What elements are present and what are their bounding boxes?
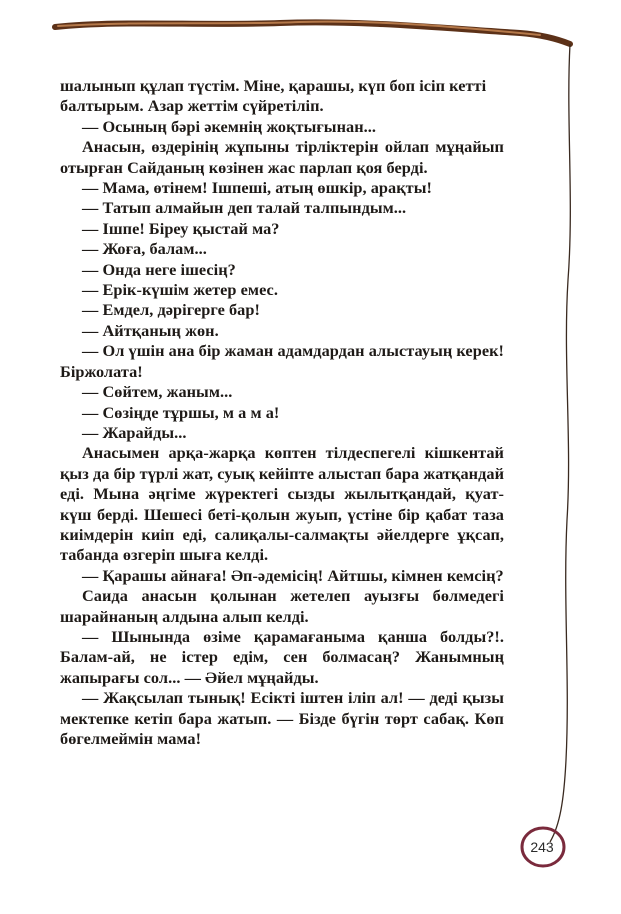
dialogue-line: — Онда неге ішесің? — [82, 259, 236, 279]
dialogue-line: — Шынында өзіме қарамағаныма қанша болды?!. Балам-ай, не істер едім, сен болмасаң? Жанымның жапырағы сол... — Әйел мұңайды. — [60, 626, 504, 687]
dialogue-line: — Сөзіңде тұршы, м а м а! — [82, 402, 280, 422]
dialogue-line: — Емдел, дәрігерге бар! — [82, 300, 260, 320]
dialogue-line: — Ол үшін ана бір жаман адамдардан алыстауың керек! Біржолата! — [60, 341, 504, 381]
paragraph: Саида анасын қолынан жетелеп ауызғы бөлмедегі шарайнаның алдына алып келді. — [60, 586, 504, 626]
text-line: — Осының бәрі әкемнің жоқтығынан... — [82, 116, 376, 136]
dialogue-line: — Ішпе! Біреу қыстай ма? — [82, 218, 280, 238]
dialogue-line: — Ерік-күшім жетер емес. — [82, 280, 278, 300]
dialogue-line: — Сөйтем, жаным... — [82, 382, 233, 402]
dialogue-line: — Жарайды... — [82, 422, 187, 442]
text-line: шалынып құлап түстім. Міне, қарашы, күп боп ісіп кетті — [60, 76, 487, 95]
page-text — [60, 76, 504, 749]
paragraph: Анасымен арқа-жарқа көптен тілдеспегелі кішкентай қыз да бір түрлі жат, суық кейіпте алыстап бара жатқандай еді. Мына әңгіме жүректегі сызды жылытқандай, қуат-күш берді. Шешесі беті-қолын жуып, үстіне бір қабат таза киімдерін киіп еді, салиқалы-салмақты әйелдерге ұқсап, табанда өзгеріп шыға келді. — [60, 443, 504, 565]
dialogue-line: — Мама, өтінем! Ішпеші, атың өшкір, арақты! — [82, 178, 432, 198]
text-line: балтырым. Азар жеттім сүйретіліп. — [60, 96, 324, 116]
dialogue-line: — Айтқаның жөн. — [82, 320, 219, 340]
page-number: 243 — [530, 839, 554, 855]
thread-right — [550, 44, 570, 842]
dialogue-line: — Жоға, балам... — [82, 239, 207, 259]
dialogue-line: — Татып алмайын деп талай талпындым... — [82, 198, 407, 218]
dialogue-line: — Қарашы айнаға! Әп-әдемісің! Айтшы, кімнен кемсің? — [82, 565, 504, 585]
dialogue-line: — Жақсылап тынық! Есікті іштен іліп ал! — деді қызы мектепке кетіп бара жатып. — Бізде бүгін төрт сабақ. Көп бөгелмеймін мама! — [60, 688, 504, 748]
paragraph: Анасын, өздерінің жұпыны тірліктерін ойлап мұңайып отырған Сайданың көзінен жас парлап қоя берді. — [60, 137, 504, 177]
wooden-stick-top — [55, 22, 570, 44]
